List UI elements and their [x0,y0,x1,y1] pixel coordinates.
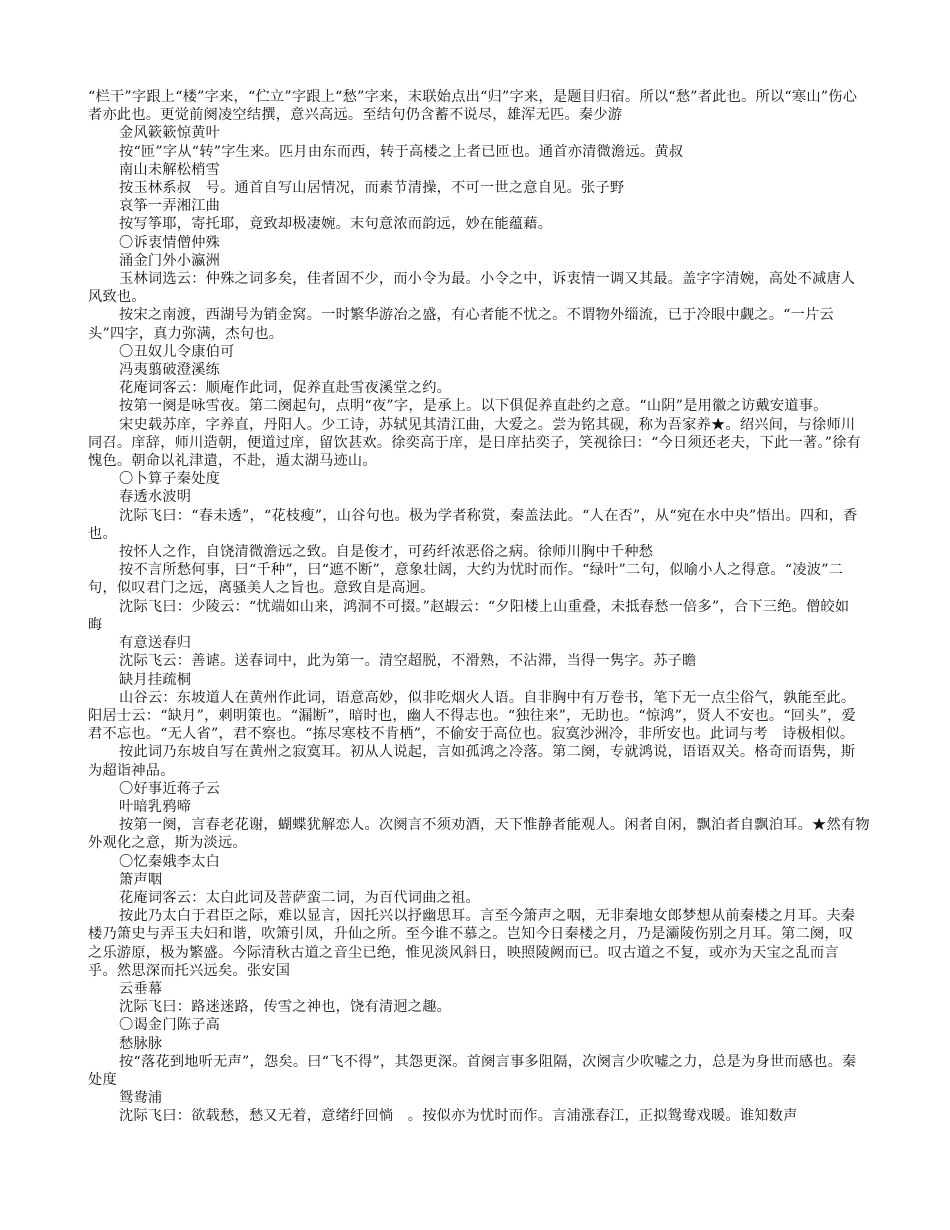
text-line: 按“落花到地听无声”，怨矣。曰“飞不得”，其怨更深。首阕言事多阻隔，次阕言少吹嘘之力，总是为身世而感也。秦处度 [88,1053,857,1088]
text-line: 金风簌簌惊黄叶 [119,125,221,142]
text-line: 冯夷翦破澄溪练 [119,362,221,379]
text-line: 缺月挂疏桐 [119,671,192,688]
text-line: 玉林词选云：仲殊之词多矣，佳者固不少，而小令为最。小令之中，诉衷情一调又其最。盖字字清婉，高处不减唐人风致也。 [88,271,856,306]
text-line: 春透水波明 [119,489,192,506]
text-line: 沈际飞曰：少陵云：“忧端如山来，鸿洞不可掇。”赵嘏云：“夕阳楼上山重叠，未抵春愁一倍多”，合下三绝。僧皎如晦 [88,598,850,633]
text-line: 〇谒金门陈子高 [119,1017,221,1034]
text-line: 有意送春归 [119,635,192,652]
text-line: 按第一阕是咏雪夜。第二阕起句，点明“夜”字，是承上。以下俱促养直赴约之意。“山阴”是用徽之访戴安道事。 [119,398,828,415]
text-line: 按玉林系叔 号。通首自写山居情况，而素节清操，不可一世之意自见。张子野 [119,180,625,197]
text-line: 沈际飞曰：“春未透”，“花枝瘦”，山谷句也。极为学者称赏，秦盖法此。“人在否”，从“宛在水中央”悟出。四和，香也。 [88,507,858,542]
text-line: 按“匝”字从“转”字生来。匹月由东而西，转于高楼之上者已匝也。通首亦清微澹远。黄叔 [119,143,684,160]
text-line: 愁脉脉 [119,1035,163,1052]
text-line: 沈际飞云：善谑。送春词中，此为第一。清空超脱，不滑熟，不沾滞，当得一隽字。苏子瞻 [119,653,697,670]
text-line: 叶暗乳鸦啼 [119,798,192,815]
text-line: 按此乃太白于君臣之际，难以显言，因托兴以抒幽思耳。言至今箫声之咽，无非秦地女郎梦想从前秦楼之月耳。夫秦楼乃箫史与弄玉夫妇和谐，吹箫引凤，升仙之所。至今谁不慕之。岂知今日秦楼之月，乃是灞陵伤别之月耳。第二阕，叹之乐游原，极为繁盛。今际清秋古道之音尘已绝，惟见淡风斜日，映照陵阙而已。叹古道之不复，或亦为天宝之乱而言乎。然思深而托兴远矣。张安国 [88,908,856,979]
text-line: 〇丑奴儿令康伯可 [119,343,235,360]
text-line: 花庵词客云：顺庵作此词，促养直赴雪夜溪堂之约。 [119,380,452,397]
text-line: 按此词乃东坡自写在黄州之寂寞耳。初从人说起，言如孤鸿之冷落。第二阕，专就鸿说，语语双关。格奇而语隽，斯为超诣神品。 [88,744,856,779]
text-line: 宋史载苏庠，字养直，丹阳人。少工诗，苏轼见其清江曲，大爱之。尝为铭其砚，称为吾家养★。绍兴间，与徐师川同召。庠辞，师川造朝，便道过庠，留饮甚欢。徐奕高于庠，是日庠拈奕子，笑视徐曰：“今日须还老夫，下此一著。”徐有愧色。朝命以礼津遣，不赴，遁太湖马迹山。 [88,416,862,470]
text-line: 〇诉衷情僧仲殊 [119,234,221,251]
text-line: 山谷云：东坡道人在黄州作此词，语意高妙，似非吃烟火人语。自非胸中有万卷书，笔下无一点尘俗气，孰能至此。 阳居士云：“缺月”，刺明策也。“漏断”，暗时也，幽人不得志也。“独往来”，无助也。“惊鸿”，贤人不安也。“回头”，爱君不忘也。“无人省”，君不察也。“拣尽寒枝不肯栖”，不偷安于高位也。寂寞沙洲冷，非所安也。此词与考 诗极相似。 [88,689,863,743]
text-line: 按怀人之作，自饶清微澹远之致。自是俊才，可药纤浓恶俗之病。徐师川胸中千种愁 [119,544,654,561]
text-line: 沈际飞曰：欲载愁，愁又无着，意绪纡回惝 。按似亦为忧时而作。言浦涨春江，正拟鸳鸯戏暖。谁知数声 [119,1108,798,1125]
text-line: 沈际飞曰：路迷迷路，传雪之神也，饶有清迥之趣。 [119,999,452,1016]
text-line: 哀筝一弄湘江曲 [119,198,221,215]
text-line: 按宋之南渡，西湖号为销金窝。一时繁华游冶之盛，有心者能不忧之。不谓物外缁流，已于冷眼中觑之。“一片云头”四字，真力弥满，杰句也。 [88,307,834,342]
text-line: 涌金门外小瀛洲 [119,252,221,269]
text-line: 〇卜算子秦处度 [119,471,221,488]
text-line: 鸳鸯浦 [119,1090,163,1107]
document-body [88,88,870,1126]
text-line: 花庵词客云：太白此词及菩萨蛮二词，为百代词曲之祖。 [119,889,480,906]
text-line: “栏干”字跟上“楼”字来，“伫立”字跟上“愁”字来，末联始点出“归”字来，是题目归宿。所以“愁”者此也。所以“寒山”伤心者亦此也。更觉前阕凌空结撰，意兴高远。至结句仍含蓄不说尽，雄浑无匹。秦少游 [88,89,858,124]
text-line: 云垂幕 [119,980,163,997]
text-line: 南山未解松梢雪 [119,161,221,178]
text-line: 按写筝耶，寄托耶，竟致却极凄婉。末句意浓而韵远，妙在能蕴藉。 [119,216,553,233]
text-line: 按不言所愁何事，曰“千种”，曰“遮不断”，意象壮阔，大约为忧时而作。“绿叶”二句，似喻小人之得意。“凌波”二句，似叹君门之远，离骚美人之旨也。意致自是高迥。 [88,562,844,597]
text-line: 按第一阕，言春老花谢，蝴蝶犹解恋人。次阕言不须劝酒，天下惟静者能观人。闲者自闲，飘泊者自飘泊耳。★然有物外观化之意，斯为淡远。 [88,817,870,852]
text-line: 〇好事近蒋子云 [119,780,221,797]
text-line: 箫声咽 [119,871,163,888]
text-line: 〇忆秦娥李太白 [119,853,221,870]
